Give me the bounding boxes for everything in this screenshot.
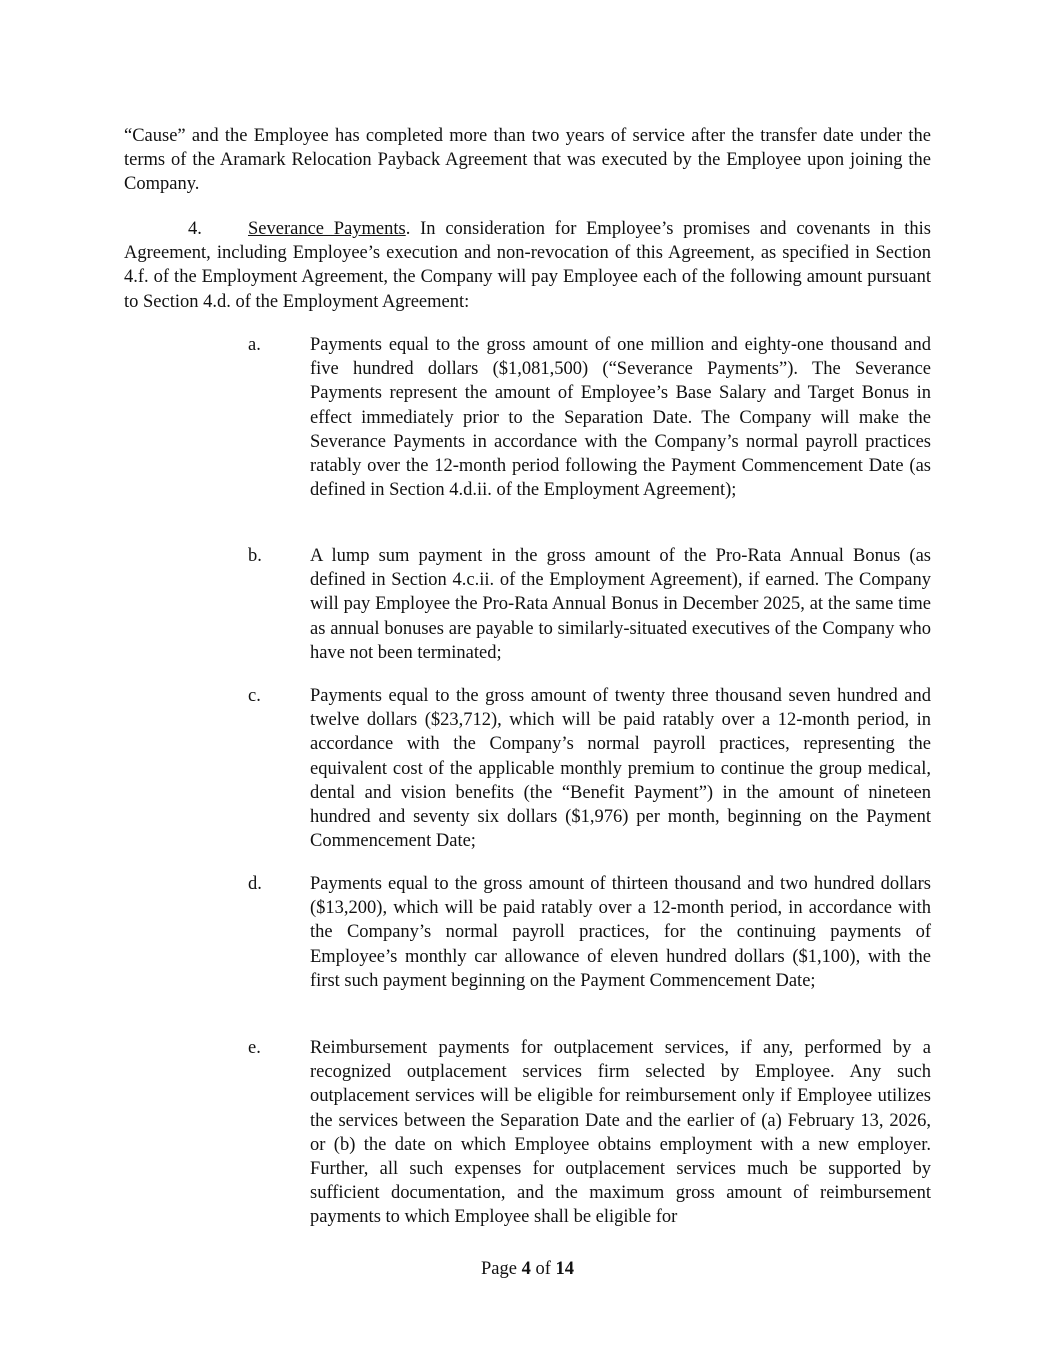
section-4-paragraph [124,217,931,314]
list-item-a [248,333,931,502]
list-item-text: Payments equal to the gross amount of one million and eighty-one thousand and five hundred dollars ($1,081,500) (“Severance Payments”). The Severance Payments represent the amount of Employee’s Base Salary and Target Bonus in effect immediately prior to the Separation Date. The Company will make the Severance Payments in accordance with the Company’s normal payroll practices ratably over the 12-month period following the Payment Commencement Date (as defined in Section 4.d.ii. of the Employment Agreement); [310,335,931,501]
list-item-b [248,544,931,665]
of-label: of [535,1259,551,1279]
page-label: Page [480,1259,517,1279]
list-item-c [248,684,931,853]
list-item-d [248,872,931,993]
list-item-text: Reimbursement payments for outplacement services, if any, performed by a recognized outplacement services firm selected by Employee. Any such outplacement services will be eligible for reimbursement only if Employee utilizes the services between the Separation Date and the earlier of (a) February 13, 2026, or (b) the date on which Employee obtains employment with a new employer. Further, all such expenses for outplacement services much be supported by sufficient documentation, and the maximum gross amount of reimbursement payments to which Employee shall be eligible for [310,1038,931,1228]
list-item-letter: c. [248,686,261,706]
section-title: Severance Payments [248,219,406,239]
current-page-number: 4 [521,1259,531,1279]
list-item-letter: a. [248,335,261,355]
list-item-letter: e. [248,1038,261,1058]
page-footer [0,1257,1055,1281]
list-item-text: Payments equal to the gross amount of twenty three thousand seven hundred and twelve dollars ($23,712), which will be paid ratably over a 12-month period, in accordance with the Company’s normal payroll practices, representing the equivalent cost of the applicable monthly premium to continue the group medical, dental and vision benefits (the “Benefit Payment”) in the amount of nineteen hundred and seventy six dollars ($1,976) per month, beginning on the Payment Commencement Date; [310,686,931,852]
section-number: 4. [188,219,202,239]
list-item-text: A lump sum payment in the gross amount of the Pro-Rata Annual Bonus (as defined in Section 4.c.ii. of the Employment Agreement), if earned. The Company will pay Employee the Pro-Rata Annual Bonus in December 2025, at the same time as annual bonuses are payable to similarly-situated executives of the Company who have not been terminated; [310,546,931,663]
list-item-e [248,1036,931,1230]
total-pages-number: 14 [555,1259,574,1279]
section-body: . In consideration for Employee’s promises and covenants in this Agreement, including Employee’s execution and non-revocation of this Agreement, as specified in Section 4.f. of the Employment Agreement, the Company will pay Employee each of the following amount pursuant to Section 4.d. of the Employment Agreement: [124,219,931,312]
intro-paragraph: “Cause” and the Employee has completed more than two years of service after the transfer date under the terms of the Aramark Relocation Payback Agreement that was executed by the Employee upon joining the Company. [124,126,931,195]
list-item-letter: d. [248,874,262,894]
list-item-text: Payments equal to the gross amount of thirteen thousand and two hundred dollars ($13,200), which will be paid ratably over a 12-month period, in accordance with the Company’s normal payroll practices, for the continuing payments of Employee’s monthly car allowance of eleven hundred dollars ($1,100), with the first such payment beginning on the Payment Commencement Date; [310,874,931,991]
list-item-letter: b. [248,546,262,566]
